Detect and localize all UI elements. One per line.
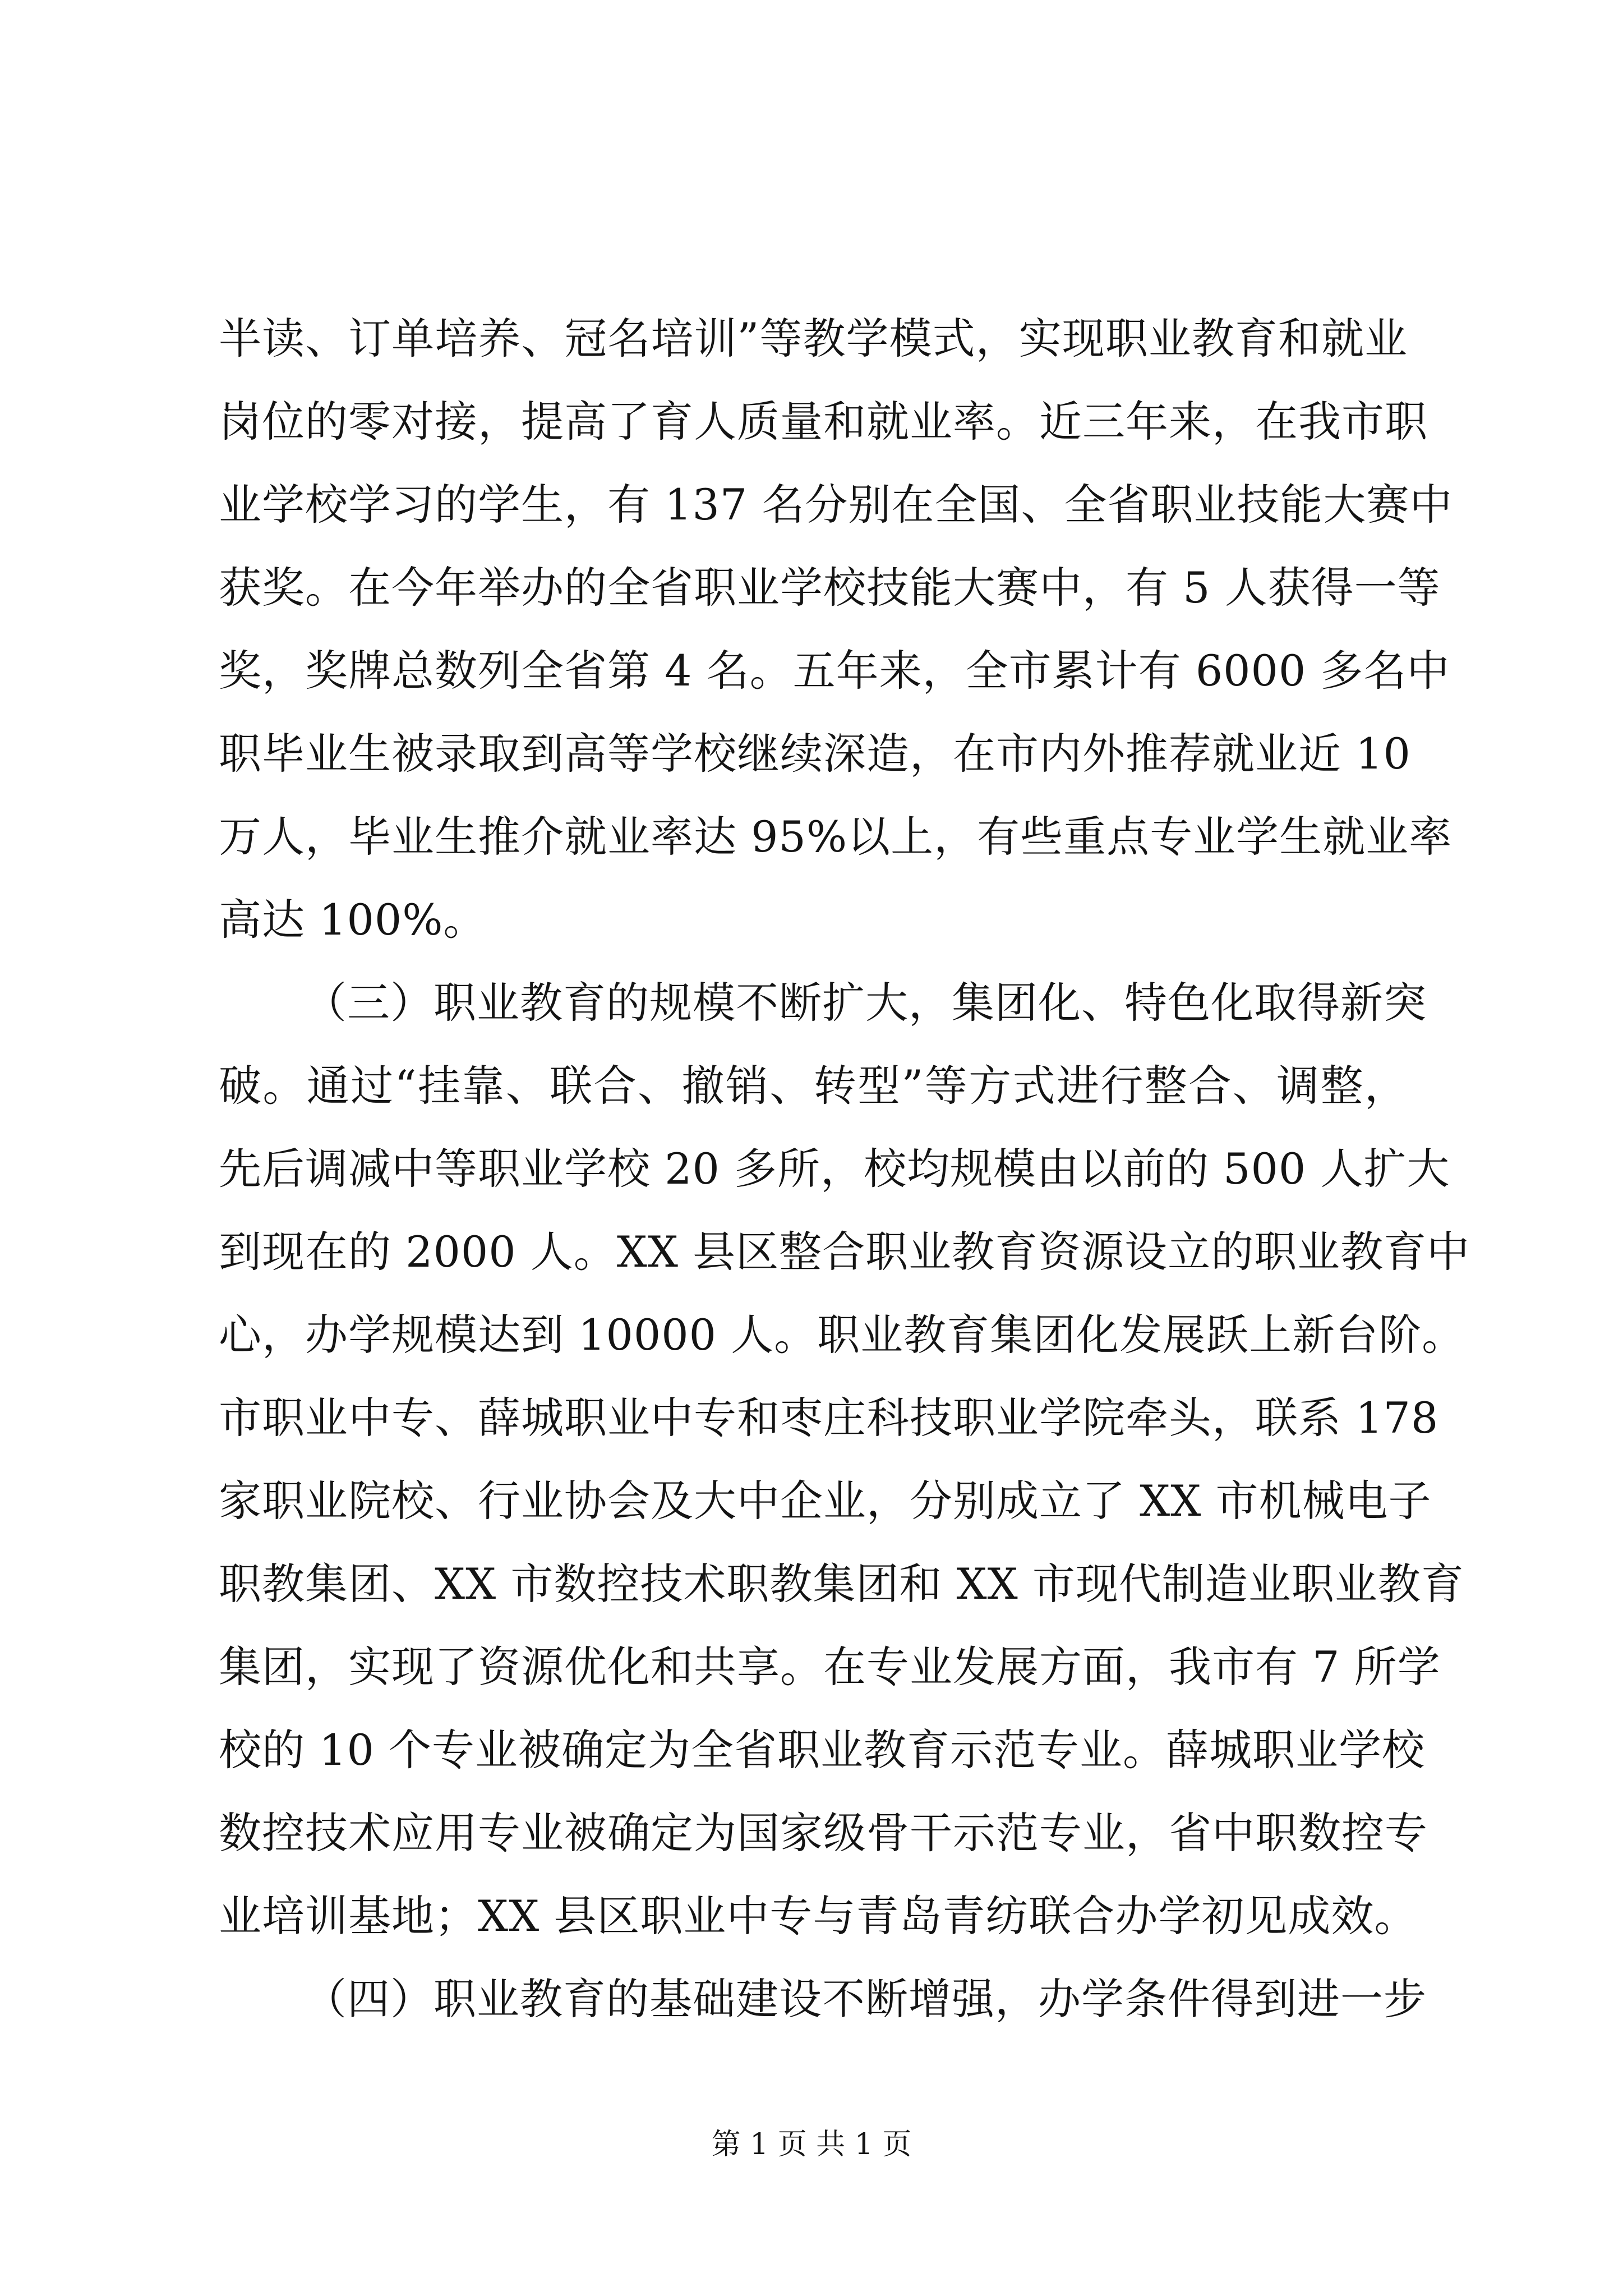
text-line: 业培训基地；XX 县区职业中专与青岛青纺联合办学初见成效。: [219, 1891, 1418, 1941]
text-line: 获奖。在今年举办的全省职业学校技能大赛中，有 5 人获得一等: [219, 563, 1441, 613]
page-footer: [0, 2120, 1623, 2162]
text-line: （三）职业教育的规模不断扩大，集团化、特色化取得新突: [304, 978, 1427, 1028]
text-line: 先后调减中等职业学校 20 多所，校均规模由以前的 500 人扩大: [219, 1144, 1450, 1194]
paragraph-2: [219, 961, 1470, 1958]
text-line: 心，办学规模达到 10000 人。职业教育集团化发展跃上新台阶。: [219, 1310, 1465, 1360]
text-line: 岗位的零对接，提高了育人质量和就业率。近三年来，在我市职: [219, 397, 1428, 447]
text-line: 数控技术应用专业被确定为国家级骨干示范专业，省中职数控专: [219, 1808, 1428, 1858]
text-line: 职毕业生被录取到高等学校继续深造，在市内外推荐就业近 10: [219, 729, 1411, 779]
text-line: 职教集团、XX 市数控技术职教集团和 XX 市现代制造业职业教育: [219, 1559, 1464, 1609]
text-line: 奖，奖牌总数列全省第 4 名。五年来，全市累计有 6000 多名中: [219, 646, 1450, 696]
paragraph-1: [219, 297, 1453, 961]
text-line: 万人，毕业生推介就业率达 95%以上，有些重点专业学生就业率: [219, 812, 1453, 862]
text-line: 家职业院校、行业协会及大中企业，分别成立了 XX 市机械电子: [219, 1476, 1432, 1526]
text-line: 半读、订单培养、冠名培训”等教学模式，实现职业教育和就业: [219, 314, 1408, 364]
paragraph-3: [219, 1958, 1427, 2041]
text-line: 市职业中专、薛城职业中专和枣庄科技职业学院牵头，联系 178: [219, 1393, 1439, 1443]
text-line: 破。通过“挂靠、联合、撤销、转型”等方式进行整合、调整，: [219, 1061, 1408, 1111]
text-line: 业学校学习的学生，有 137 名分别在全国、全省职业技能大赛中: [219, 480, 1453, 530]
text-line: 校的 10 个专业被确定为全省职业教育示范专业。薛城职业学校: [219, 1725, 1426, 1775]
text-line: 集团，实现了资源优化和共享。在专业发展方面，我市有 7 所学: [219, 1642, 1441, 1692]
document-body: [219, 297, 1470, 2041]
text-line: 高达 100%。: [219, 895, 487, 945]
page-number-label: 第 1 页 共 1 页: [711, 2128, 912, 2161]
text-line: （四）职业教育的基础建设不断增强，办学条件得到进一步: [304, 1974, 1427, 2024]
text-line: 到现在的 2000 人。XX 县区整合职业教育资源设立的职业教育中: [219, 1227, 1470, 1277]
